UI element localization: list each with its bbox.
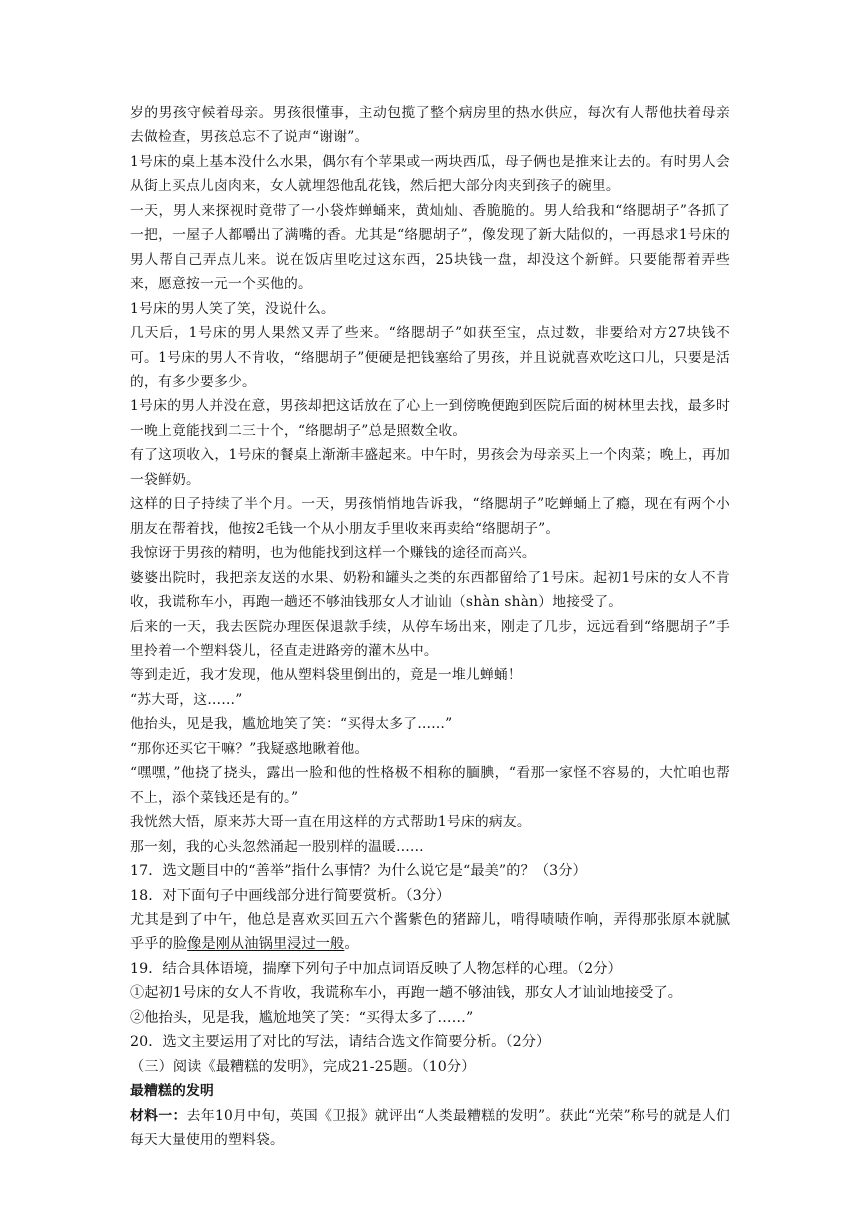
story-paragraph: 等到走近，我才发现，他从塑料袋里倒出的，竟是一堆儿蝉蛹！ <box>130 667 522 684</box>
question-19-item-1: ①起初1号床的女人不肯收，我谎称车小，再跑一趟不够油钱，那女人才讪讪地接受了。 <box>130 985 683 1002</box>
q18-underlined-phrase: 像是刚从油锅里浸过一般 <box>187 936 345 953</box>
question-19-item-2: ②他抬头，见是我，尴尬地笑了笑：“买得太多了……” <box>130 1009 474 1026</box>
story-paragraph: 有了这项收入，1号床的餐桌上渐渐丰盛起来。中午时，男孩会为母亲买上一个肉菜；晚上，再加一袋鲜奶。 <box>130 447 730 488</box>
story-paragraph: 几天后，1号床的男人果然又弄了些来。“络腮胡子”如获至宝，点过数，非要给对方27块钱不可。1号床的男人不肯收，“络腮胡子”便硬是把钱塞给了男孩，并且说就喜欢吃这口儿，只要是活的，有多少要多少。 <box>130 325 730 390</box>
story-paragraph: “苏大哥，这……” <box>130 691 243 708</box>
document-page <box>130 101 730 1152</box>
article-title: 最糟糕的发明 <box>130 1083 214 1100</box>
article-section <box>130 1079 730 1152</box>
material-1 <box>130 1104 730 1153</box>
story-paragraph: 后来的一天，我去医院办理医保退款手续，从停车场出来，刚走了几步，远远看到“络腮胡子”手里拎着一个塑料袋儿，径直走进路旁的灌木丛中。 <box>130 618 730 659</box>
q18-sentence-after: 。 <box>344 936 359 953</box>
story-body <box>130 101 730 859</box>
story-paragraph: 1号床的男人笑了笑，没说什么。 <box>130 300 335 317</box>
story-paragraph: “那你还买它干嘛？”我疑惑地瞅着他。 <box>130 740 369 757</box>
story-paragraph: 我恍然大悟，原来苏大哥一直在用这样的方式帮助1号床的病友。 <box>130 814 531 831</box>
story-paragraph: 1号床的桌上基本没什么水果，偶尔有个苹果或一两块西瓜，母子俩也是推来让去的。有时男人会从街上买点儿卤肉来，女人就埋怨他乱花钱，然后把大部分肉夹到孩子的碗里。 <box>130 153 730 195</box>
material-1-label: 材料一： <box>130 1107 187 1124</box>
story-paragraph: 婆婆出院时，我把亲友送的水果、奶粉和罐头之类的东西都留给了1号床。起初1号床的女人不肯收，我谎称车小，再跑一趟还不够油钱那女人才讪讪（shàn shàn）地接受了。 <box>130 569 730 611</box>
question-18-sentence <box>130 908 730 957</box>
story-paragraph: 我惊讶于男孩的精明，也为他能找到这样一个赚钱的途径而高兴。 <box>130 545 536 562</box>
section-3-heading: （三）阅读《最糟糕的发明》，完成21-25题。（10分） <box>130 1058 476 1075</box>
question-20: 20．选文主要运用了对比的写法，请结合选文作简要分析。（2分） <box>130 1034 551 1051</box>
story-paragraph: 1号床的男人并没在意，男孩却把这话放在了心上一到傍晚便跑到医院后面的树林里去找，最多时一晚上竟能找到二三十个，“络腮胡子”总是照数全收。 <box>130 398 730 439</box>
material-1-text: 去年10月中旬，英国《卫报》就评出“人类最糟糕的发明”。获此“光荣”称号的就是人们每天大量使用的塑料袋。 <box>130 1107 730 1149</box>
question-17: 17．选文题目中的“善举”指什么事情？为什么说它是“最美”的？（3分） <box>130 863 587 880</box>
question-18: 18．对下面句子中画线部分进行简要赏析。（3分） <box>130 887 451 904</box>
q18-sentence-before: 尤其是到了中午，他总是喜欢买回五六个酱紫色的猪蹄儿，啃得啧啧作响，弄得那张原本就腻乎乎的脸 <box>130 911 730 953</box>
story-paragraph: 岁的男孩守候着母亲。男孩很懂事，主动包揽了整个病房里的热水供应，每次有人帮他扶着母亲去做检查，男孩总忘不了说声“谢谢”。 <box>130 105 730 146</box>
questions-section <box>130 859 730 1079</box>
story-paragraph: 那一刻，我的心头忽然涌起一股别样的温暖…… <box>130 838 424 855</box>
story-paragraph: “嘿嘿，”他挠了挠头，露出一脸和他的性格极不相称的腼腆，“看那一家怪不容易的，大忙咱也帮不上，添个菜钱还是有的。” <box>130 765 730 806</box>
story-paragraph: 这样的日子持续了半个月。一天，男孩悄悄地告诉我，“络腮胡子”吃蝉蛹上了瘾，现在有两个小朋友在帮着找，他按2毛钱一个从小朋友手里收来再卖给“络腮胡子”。 <box>130 496 730 537</box>
question-19: 19．结合具体语境，揣摩下列句子中加点词语反映了人物怎样的心理。（2分） <box>130 960 622 977</box>
story-paragraph: 他抬头，见是我，尴尬地笑了笑：“买得太多了……” <box>130 716 453 733</box>
story-paragraph: 一天，男人来探视时竟带了一小袋炸蝉蛹来，黄灿灿、香脆脆的。男人给我和“络腮胡子”各抓了一把，一屋子人都嚼出了满嘴的香。尤其是“络腮胡子”，像发现了新大陆似的，一再恳求1号床的男人帮自己弄点儿来。说在饭店里吃过这东西，25块钱一盘，却没这个新鲜。只要能帮着弄些来，愿意按一元一个买他的。 <box>130 202 730 293</box>
